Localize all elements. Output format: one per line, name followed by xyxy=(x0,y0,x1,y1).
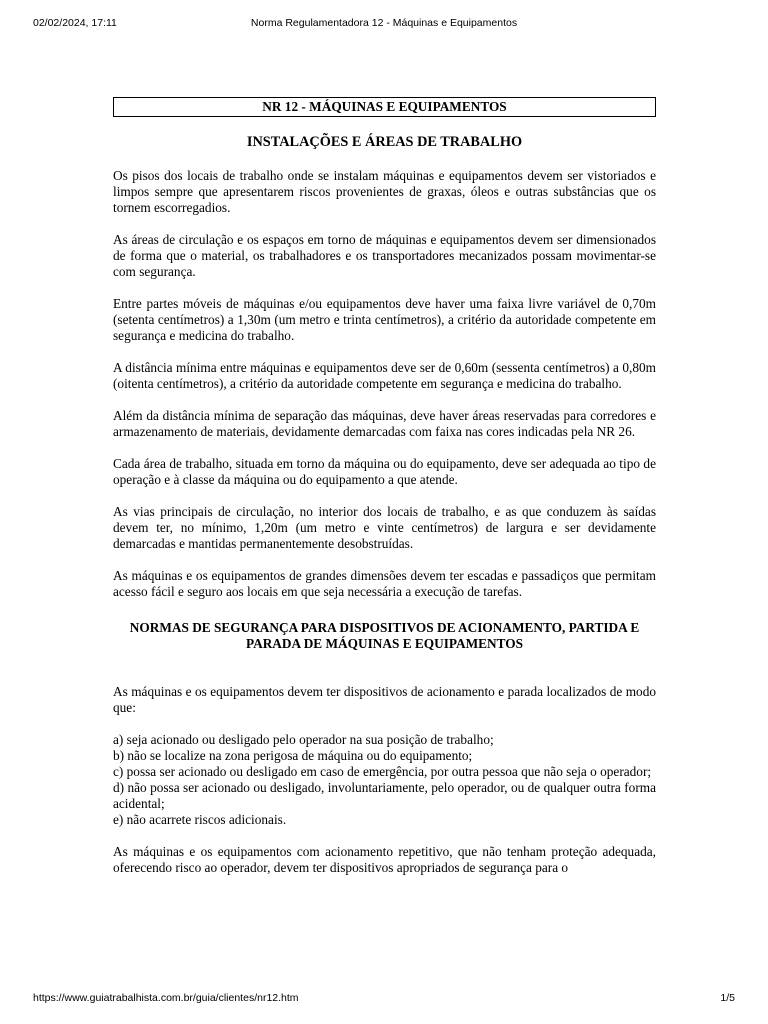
list-item: c) possa ser acionado ou desligado em caso de emergência, por outra pessoa que não seja o operador; xyxy=(113,764,652,779)
print-url: https://www.guiatrabalhista.com.br/guia/clientes/nr12.htm xyxy=(33,992,299,1004)
paragraph: Entre partes móveis de máquinas e/ou equipamentos deve haver uma faixa livre variável de 0,70m (setenta centímetros) a 1,30m (um metro e trinta centímetros), a critério da autoridade competente em segurança e medicina do trabalho. xyxy=(113,296,656,343)
print-header xyxy=(33,17,735,33)
section-title-installations: INSTALAÇÕES E ÁREAS DE TRABALHO xyxy=(246,134,523,150)
paragraph: Os pisos dos locais de trabalho onde se instalam máquinas e equipamentos devem ser vistoriados e limpos sempre que apresentarem riscos provenientes de graxas, óleos e outras substâncias que os tornem escorregadios. xyxy=(113,168,656,215)
requirements-list xyxy=(113,732,656,828)
list-item: a) seja acionado ou desligado pelo operador na sua posição de trabalho; xyxy=(113,732,494,747)
paragraph: As máquinas e os equipamentos de grandes dimensões devem ter escadas e passadiços que permitam acesso fácil e seguro aos locais em que seja necessária a execução de tarefas. xyxy=(113,568,656,599)
list-item: e) não acarrete riscos adicionais. xyxy=(113,812,287,827)
print-datetime: 02/02/2024, 17:11 xyxy=(33,17,117,29)
paragraph: Além da distância mínima de separação das máquinas, deve haver áreas reservadas para corredores e armazenamento de materiais, devidamente demarcadas com faixa nas cores indicadas pela NR 26. xyxy=(113,408,656,439)
paragraph: Cada área de trabalho, situada em torno da máquina ou do equipamento, deve ser adequada ao tipo de operação e à classe da máquina ou do equipamento a que atende. xyxy=(113,456,656,487)
list-item: d) não possa ser acionado ou desligado, involuntariamente, pelo operador, ou de qualquer outra forma acidental; xyxy=(113,780,656,811)
print-footer xyxy=(33,992,735,1008)
page-number: 1/5 xyxy=(720,992,735,1004)
paragraph: A distância mínima entre máquinas e equipamentos deve ser de 0,60m (sessenta centímetros) a 0,80m (oitenta centímetros), a critério da autoridade competente em segurança e medicina do trabalho. xyxy=(113,360,656,391)
paragraph: As máquinas e os equipamentos com acionamento repetitivo, que não tenham proteção adequada, oferecendo risco ao operador, devem ter dispositivos apropriados de segurança para o xyxy=(113,844,656,875)
print-page-title: Norma Regulamentadora 12 - Máquinas e Equipamentos xyxy=(250,17,518,29)
paragraph: As vias principais de circulação, no interior dos locais de trabalho, e as que conduzem às saídas devem ter, no mínimo, 1,20m (um metro e vinte centímetros) de largura e ser devidamente demarcadas e mantidas permanentemente desobstruídas. xyxy=(113,504,656,551)
list-item: b) não se localize na zona perigosa de máquina ou do equipamento; xyxy=(113,748,473,763)
document-title: NR 12 - MÁQUINAS E EQUIPAMENTOS xyxy=(113,97,656,117)
document-content xyxy=(113,97,656,892)
paragraph: As máquinas e os equipamentos devem ter dispositivos de acionamento e parada localizados de modo que: xyxy=(113,684,656,715)
section-title-safety-devices: NORMAS DE SEGURANÇA PARA DISPOSITIVOS DE ACIONAMENTO, PARTIDA E PARADA DE MÁQUINAS E EQUIPAMENTOS xyxy=(129,620,640,651)
paragraph: As áreas de circulação e os espaços em torno de máquinas e equipamentos devem ser dimensionados de forma que o material, os trabalhadores e os transportadores mecanizados possam movimentar-se com segurança. xyxy=(113,232,656,279)
